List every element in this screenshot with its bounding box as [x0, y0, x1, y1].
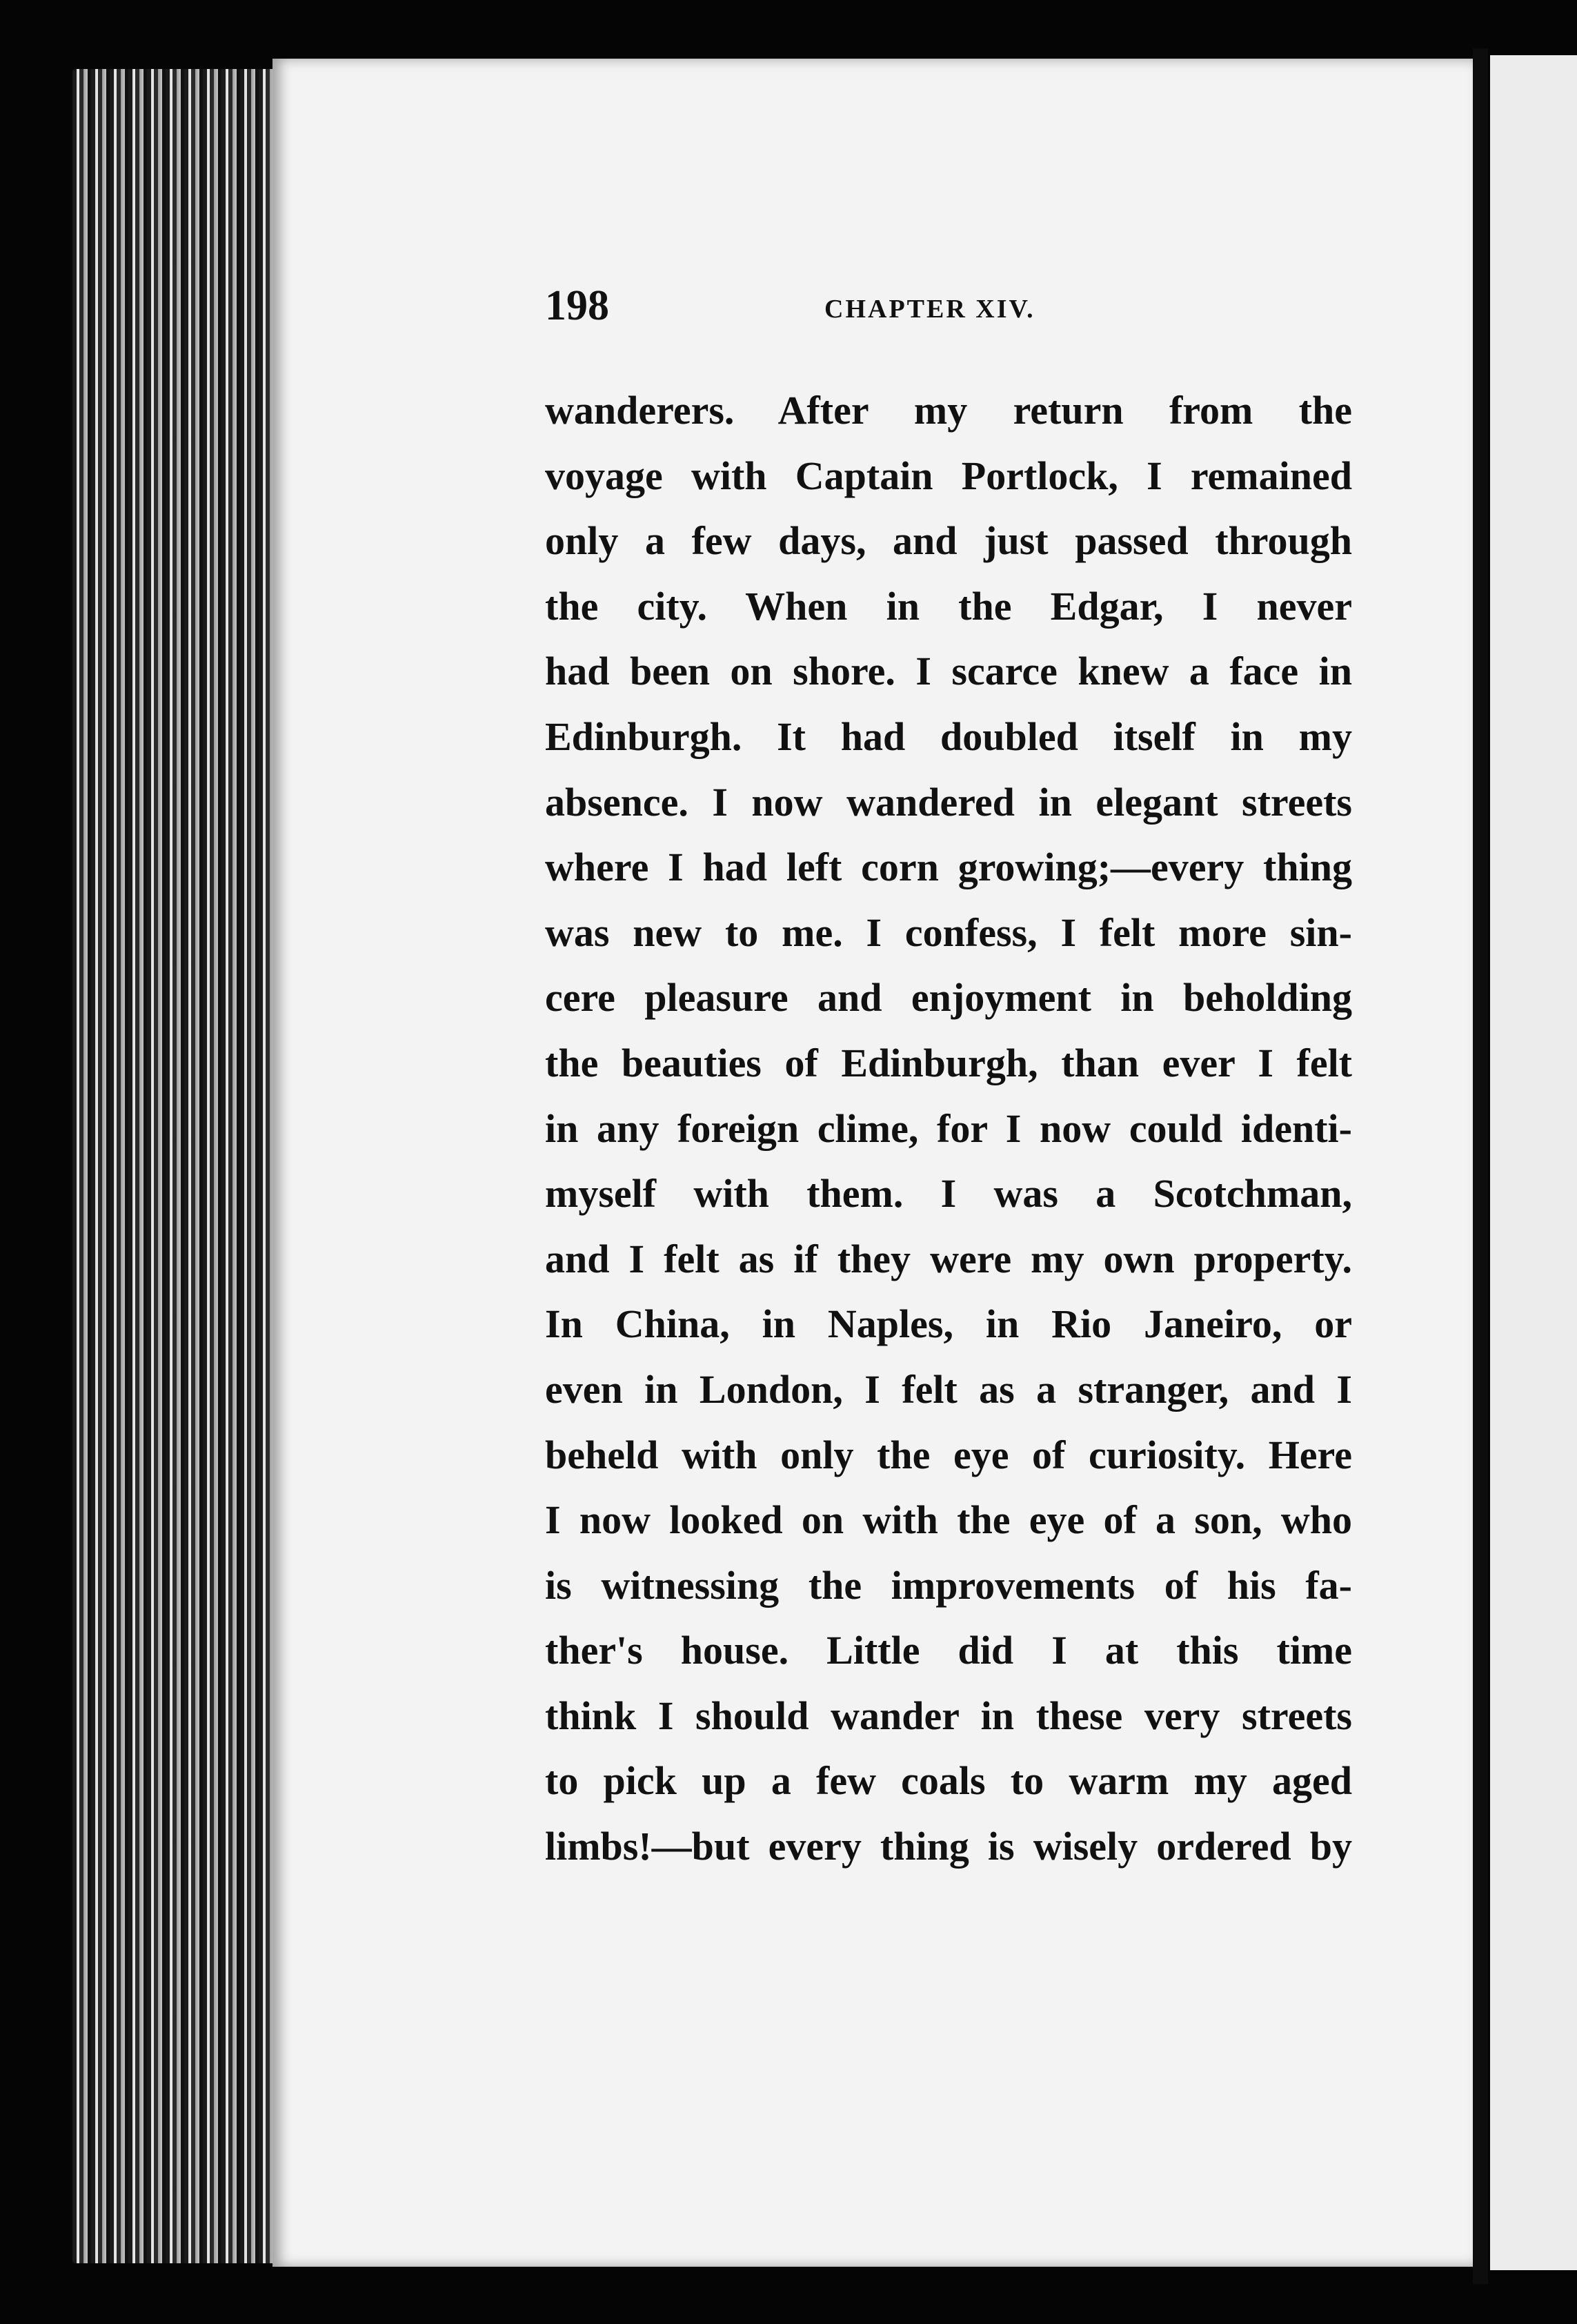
text-line: voyage with Captain Portlock, I remained [545, 453, 1352, 498]
text-line: is witnessing the improvements of his fa- [545, 1562, 1352, 1608]
text-line: think I should wander in these very streets [545, 1693, 1352, 1738]
text-line: the beauties of Edinburgh, than ever I felt [545, 1040, 1352, 1085]
facing-page-edge [1490, 55, 1577, 2270]
text-line: the city. When in the Edgar, I never [545, 583, 1352, 629]
text-line: myself with them. I was a Scotchman, [545, 1171, 1352, 1217]
text-line: ther's house. Little did I at this time [545, 1628, 1352, 1673]
text-line: Edinburgh. It had doubled itself in my [545, 713, 1352, 759]
text-line: where I had left corn growing;—every thing [545, 845, 1352, 890]
text-line: wanderers. After my return from the [545, 388, 1352, 433]
running-head [545, 282, 1352, 337]
text-line: in any foreign clime, for I now could identi- [545, 1105, 1352, 1151]
body-text [545, 378, 1352, 1880]
text-line: only a few days, and just passed through [545, 518, 1352, 564]
text-line: to pick up a few coals to warm my aged [545, 1758, 1352, 1804]
text-line: I now looked on with the eye of a son, who [545, 1497, 1352, 1543]
text-line: was new to me. I confess, I felt more sin- [545, 909, 1352, 955]
text-line: had been on shore. I scarce knew a face in [545, 649, 1352, 694]
text-line: limbs!—but every thing is wisely ordered by [545, 1824, 1352, 1869]
text-line: In China, in Naples, in Rio Janeiro, or [545, 1301, 1352, 1347]
page-edges [72, 69, 286, 2263]
text-line: and I felt as if they were my own property. [545, 1236, 1352, 1281]
text-line: beheld with only the eye of curiosity. Here [545, 1432, 1352, 1477]
page-gutter [1473, 48, 1488, 2284]
page-number: 198 [545, 282, 609, 329]
text-line: even in London, I felt as a stranger, and I [545, 1366, 1352, 1412]
text-line: absence. I now wandered in elegant streets [545, 779, 1352, 825]
chapter-heading: CHAPTER XIV. [824, 295, 1035, 324]
text-line: cere pleasure and enjoyment in beholding [545, 975, 1352, 1021]
